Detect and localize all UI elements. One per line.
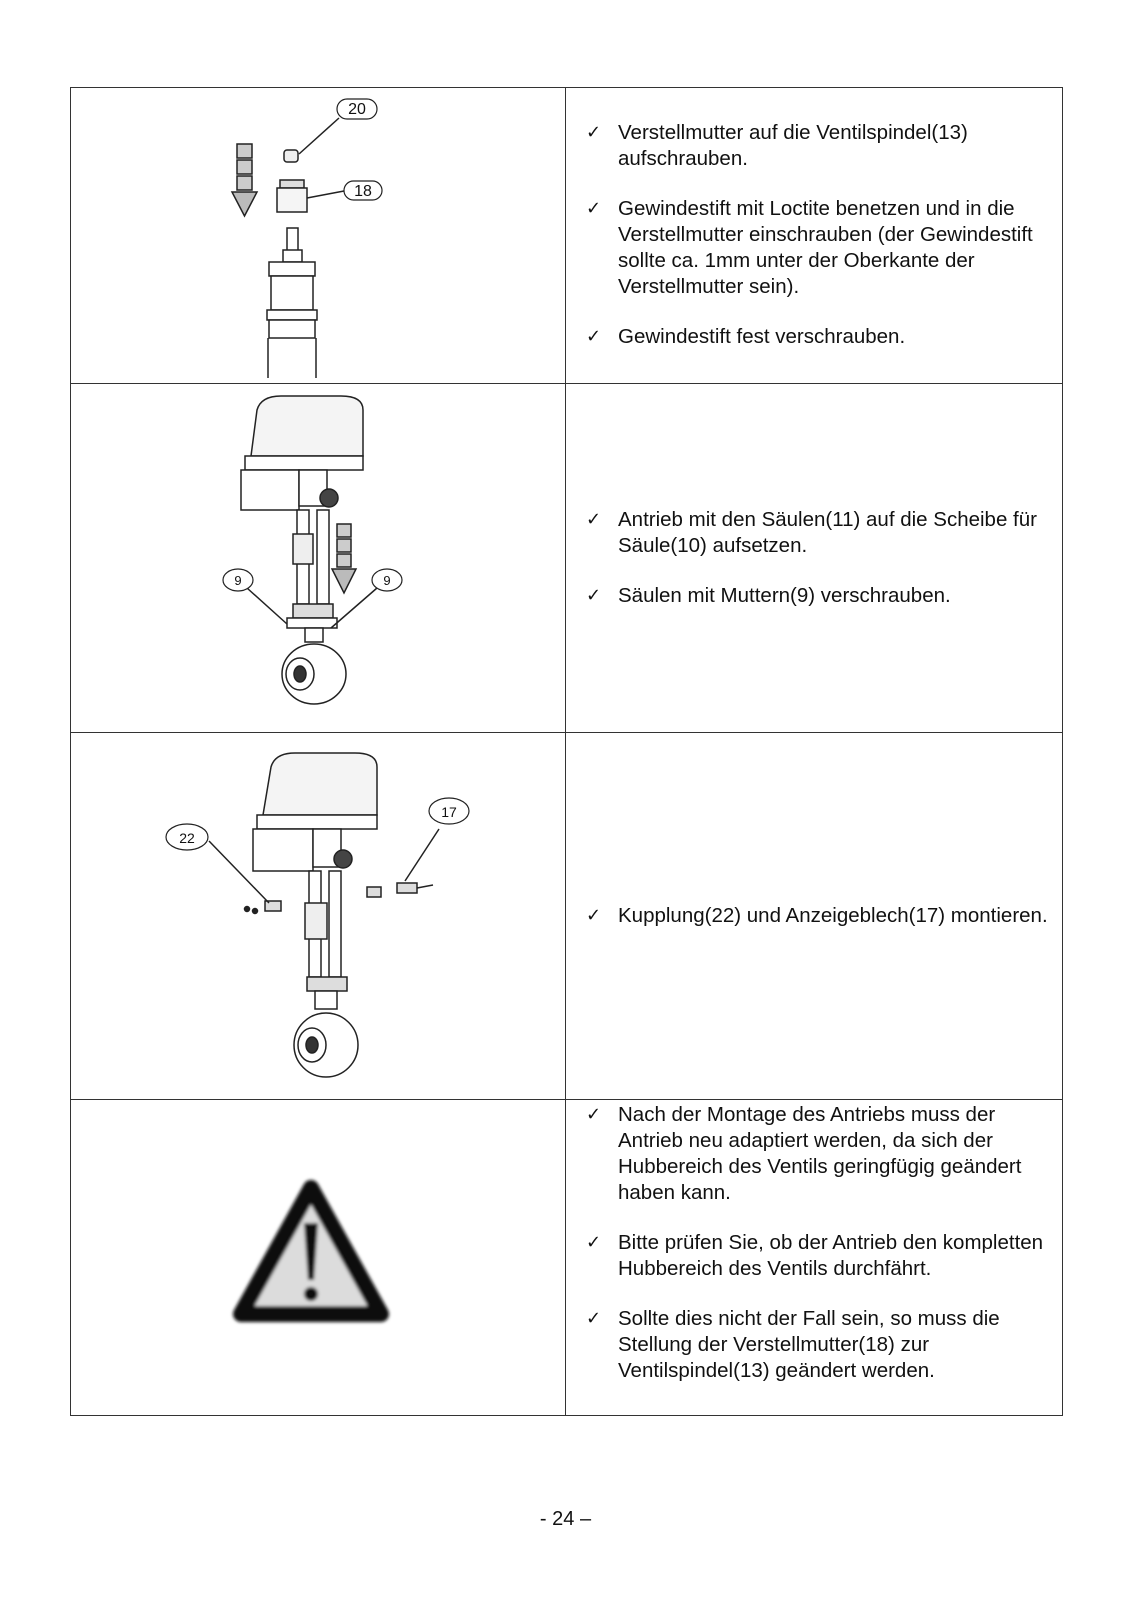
checklist-item: ✓ Antrieb mit den Säulen(11) auf die Scheibe für Säule(10) aufsetzen. <box>586 508 1037 557</box>
checklist <box>566 120 1062 350</box>
callout-20 <box>337 99 377 119</box>
illustration-cell <box>71 1100 566 1416</box>
coupling-indicator-illustration <box>71 733 565 1099</box>
checklist-item: ✓ Kupplung(22) und Anzeigeblech(17) montieren. <box>586 904 1048 927</box>
step-row <box>71 1100 1063 1416</box>
callout-18 <box>344 181 382 200</box>
check-icon: ✓ <box>586 1308 602 1329</box>
instruction-text-cell <box>566 88 1063 384</box>
callout-9-left <box>223 569 253 591</box>
checklist <box>566 1102 1062 1384</box>
down-arrow-icon <box>332 524 356 593</box>
step-row <box>71 384 1063 733</box>
instruction-table <box>70 87 1063 1416</box>
checklist-item: ✓ Verstellmutter auf die Ventilspindel(13) aufschrauben. <box>586 121 968 170</box>
spindle-nut-illustration <box>71 88 565 383</box>
instruction-text-cell <box>566 733 1063 1100</box>
checklist-item: ✓ Bitte prüfen Sie, ob der Antrieb den kompletten Hubbereich des Ventils durchfährt. <box>586 1231 1044 1280</box>
illustration-cell <box>71 733 566 1100</box>
checklist-item: ✓ Sollte dies nicht der Fall sein, so muss die Stellung der Verstellmutter(18) zur Ventilspindel(13) geändert werden. <box>586 1307 1000 1382</box>
svg-text:18: 18 <box>354 183 372 200</box>
callout-9-right <box>372 569 402 591</box>
down-arrow-icon <box>232 144 257 216</box>
illustration-cell <box>71 384 566 733</box>
checklist-item: ✓ Gewindestift fest verschrauben. <box>586 325 906 348</box>
svg-text:17: 17 <box>441 804 457 820</box>
callout-22 <box>166 824 208 850</box>
step-row <box>71 733 1063 1100</box>
instruction-text-cell <box>566 384 1063 733</box>
page-number: - 24 – <box>539 1508 592 1530</box>
check-icon: ✓ <box>586 1232 602 1253</box>
illustration-cell <box>71 88 566 384</box>
checklist <box>566 903 1062 929</box>
check-icon: ✓ <box>586 585 602 606</box>
svg-text:9: 9 <box>383 573 391 588</box>
checklist <box>566 507 1062 609</box>
checklist-item: ✓ Säulen mit Muttern(9) verschrauben. <box>586 584 951 607</box>
instruction-text-cell <box>566 1100 1063 1416</box>
svg-text:9: 9 <box>234 573 242 588</box>
svg-text:22: 22 <box>179 830 195 846</box>
svg-text:20: 20 <box>348 101 366 118</box>
checklist-item: ✓ Gewindestift mit Loctite benetzen und in die Verstellmutter einschrauben (der Gewindestift sollte ca. 1mm unter der Oberkante der Verstellmutter sein). <box>586 197 1033 298</box>
check-icon: ✓ <box>586 198 602 219</box>
check-icon: ✓ <box>586 122 602 143</box>
check-icon: ✓ <box>586 326 602 347</box>
callout-17 <box>429 798 469 824</box>
actuator-mounting-illustration <box>71 384 565 732</box>
check-icon: ✓ <box>586 509 602 530</box>
check-icon: ✓ <box>586 905 602 926</box>
checklist-item: ✓ Nach der Montage des Antriebs muss der Antrieb neu adaptiert werden, da sich der Hubbereich des Ventils geringfügig geändert haben kann. <box>586 1103 1022 1204</box>
warning-triangle-icon <box>71 1100 565 1415</box>
check-icon: ✓ <box>586 1104 602 1125</box>
step-row <box>71 88 1063 384</box>
